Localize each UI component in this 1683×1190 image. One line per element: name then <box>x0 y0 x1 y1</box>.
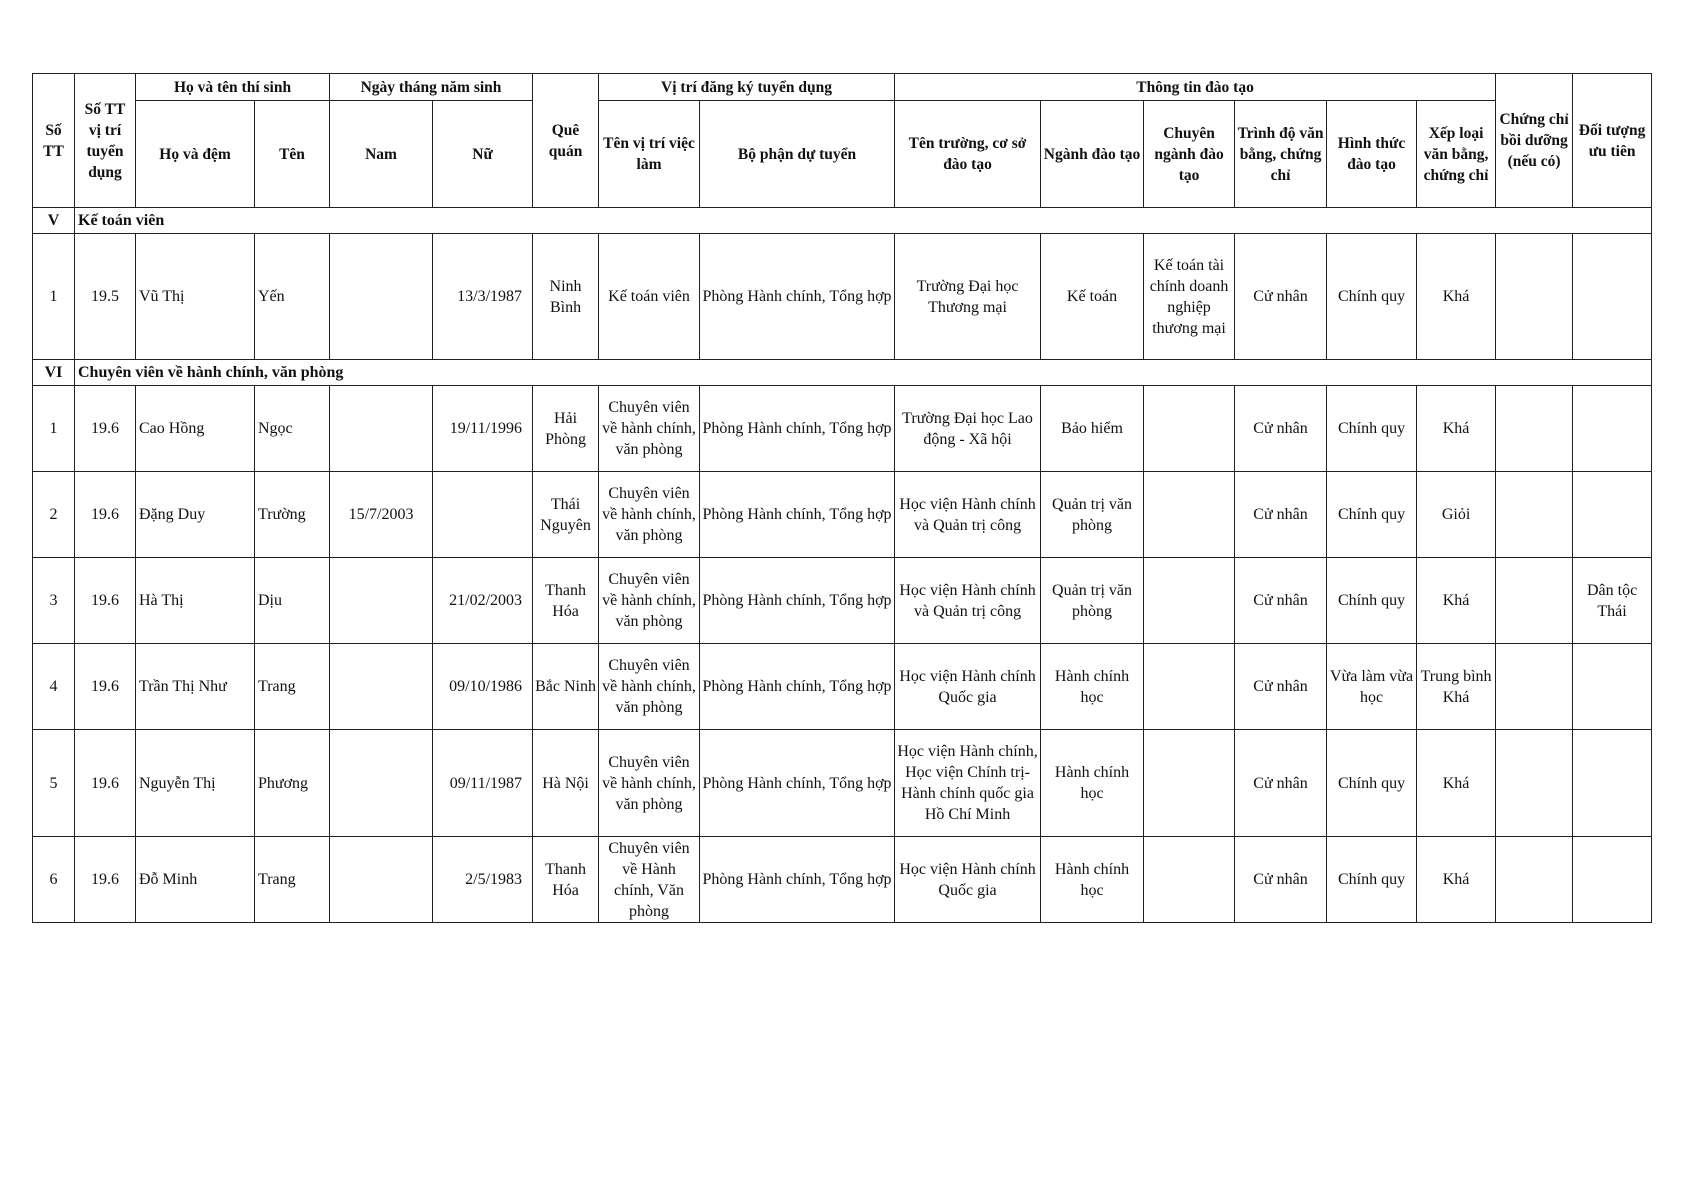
cell-ho-dem: Vũ Thị <box>136 234 255 360</box>
table-row <box>33 644 1652 730</box>
col-header-trinh-do: Trình độ văn bằng, chứng chỉ <box>1235 101 1327 208</box>
cell-ten: Trang <box>255 837 330 923</box>
cell-vitri: 19.6 <box>75 558 136 644</box>
section-code: V <box>33 208 75 234</box>
col-header-chung-chi: Chứng chỉ bồi dưỡng (nếu có) <box>1496 74 1573 208</box>
cell-bo-phan: Phòng Hành chính, Tổng hợp <box>700 386 895 472</box>
cell-ten-vi-tri: Chuyên viên về hành chính, văn phòng <box>599 644 700 730</box>
cell-nam <box>330 234 433 360</box>
table-row <box>33 234 1652 360</box>
cell-hinh-thuc: Chính quy <box>1327 730 1417 837</box>
cell-nganh: Quản trị văn phòng <box>1041 472 1144 558</box>
cell-nam <box>330 386 433 472</box>
cell-chuyen-nganh <box>1144 558 1235 644</box>
col-header-stt: Số TT <box>33 74 75 208</box>
cell-xep-loai: Khá <box>1417 386 1496 472</box>
cell-chung-chi <box>1496 234 1573 360</box>
cell-que: Hải Phòng <box>533 386 599 472</box>
cell-ten: Trang <box>255 644 330 730</box>
cell-que: Hà Nội <box>533 730 599 837</box>
cell-xep-loai: Khá <box>1417 837 1496 923</box>
cell-truong: Học viện Hành chính Quốc gia <box>895 644 1041 730</box>
cell-truong: Học viện Hành chính Quốc gia <box>895 837 1041 923</box>
cell-chung-chi <box>1496 730 1573 837</box>
cell-nganh: Hành chính học <box>1041 730 1144 837</box>
cell-doi-tuong <box>1573 472 1652 558</box>
cell-que: Thanh Hóa <box>533 558 599 644</box>
cell-ho-dem: Đỗ Minh <box>136 837 255 923</box>
col-header-nu: Nữ <box>433 101 533 208</box>
cell-trinh-do: Cử nhân <box>1235 644 1327 730</box>
cell-que: Bắc Ninh <box>533 644 599 730</box>
cell-nam <box>330 644 433 730</box>
cell-vitri: 19.5 <box>75 234 136 360</box>
col-header-nam: Nam <box>330 101 433 208</box>
cell-nam: 15/7/2003 <box>330 472 433 558</box>
col-header-xep-loai: Xếp loại văn bằng, chứng chỉ <box>1417 101 1496 208</box>
cell-bo-phan: Phòng Hành chính, Tổng hợp <box>700 234 895 360</box>
cell-truong: Học viện Hành chính và Quản trị công <box>895 472 1041 558</box>
cell-nu: 13/3/1987 <box>433 234 533 360</box>
cell-nganh: Hành chính học <box>1041 837 1144 923</box>
cell-ten: Phương <box>255 730 330 837</box>
cell-ten: Trường <box>255 472 330 558</box>
cell-hinh-thuc: Chính quy <box>1327 558 1417 644</box>
cell-doi-tuong <box>1573 644 1652 730</box>
table-row <box>33 730 1652 837</box>
col-header-ho-dem: Họ và đệm <box>136 101 255 208</box>
cell-ten-vi-tri: Chuyên viên về hành chính, văn phòng <box>599 386 700 472</box>
cell-vitri: 19.6 <box>75 644 136 730</box>
cell-truong: Học viện Hành chính, Học viện Chính trị-Hành chính quốc gia Hồ Chí Minh <box>895 730 1041 837</box>
cell-nam <box>330 558 433 644</box>
cell-nu <box>433 472 533 558</box>
cell-xep-loai: Khá <box>1417 730 1496 837</box>
cell-bo-phan: Phòng Hành chính, Tổng hợp <box>700 644 895 730</box>
candidate-table <box>32 73 1652 923</box>
cell-hinh-thuc: Chính quy <box>1327 386 1417 472</box>
section-row <box>33 360 1652 386</box>
section-title: Kế toán viên <box>75 208 1652 234</box>
cell-xep-loai: Giỏi <box>1417 472 1496 558</box>
cell-xep-loai: Khá <box>1417 558 1496 644</box>
col-header-truong: Tên trường, cơ sở đào tạo <box>895 101 1041 208</box>
cell-doi-tuong <box>1573 234 1652 360</box>
col-header-hinh-thuc: Hình thức đào tạo <box>1327 101 1417 208</box>
cell-ho-dem: Cao Hồng <box>136 386 255 472</box>
cell-stt: 1 <box>33 386 75 472</box>
cell-ho-dem: Đặng Duy <box>136 472 255 558</box>
cell-chung-chi <box>1496 558 1573 644</box>
cell-trinh-do: Cử nhân <box>1235 558 1327 644</box>
cell-truong: Trường Đại học Thương mại <box>895 234 1041 360</box>
cell-chuyen-nganh <box>1144 386 1235 472</box>
cell-nu: 21/02/2003 <box>433 558 533 644</box>
cell-truong: Trường Đại học Lao động - Xã hội <box>895 386 1041 472</box>
cell-ho-dem: Hà Thị <box>136 558 255 644</box>
cell-chung-chi <box>1496 472 1573 558</box>
cell-bo-phan: Phòng Hành chính, Tổng hợp <box>700 730 895 837</box>
cell-ten: Dịu <box>255 558 330 644</box>
col-group-dao-tao: Thông tin đào tạo <box>895 74 1496 101</box>
col-header-que-quan: Quê quán <box>533 74 599 208</box>
col-header-bo-phan: Bộ phận dự tuyển <box>700 101 895 208</box>
cell-stt: 2 <box>33 472 75 558</box>
col-header-chuyen-nganh: Chuyên ngành đào tạo <box>1144 101 1235 208</box>
cell-ho-dem: Nguyễn Thị <box>136 730 255 837</box>
cell-nu: 2/5/1983 <box>433 837 533 923</box>
cell-trinh-do: Cử nhân <box>1235 472 1327 558</box>
table-row <box>33 472 1652 558</box>
cell-nu: 19/11/1996 <box>433 386 533 472</box>
col-header-ten-vi-tri: Tên vị trí việc làm <box>599 101 700 208</box>
cell-ten-vi-tri: Kế toán viên <box>599 234 700 360</box>
cell-stt: 6 <box>33 837 75 923</box>
col-group-vi-tri: Vị trí đăng ký tuyển dụng <box>599 74 895 101</box>
cell-hinh-thuc: Chính quy <box>1327 837 1417 923</box>
cell-que: Thái Nguyên <box>533 472 599 558</box>
cell-que: Thanh Hóa <box>533 837 599 923</box>
cell-hinh-thuc: Chính quy <box>1327 472 1417 558</box>
cell-hinh-thuc: Vừa làm vừa học <box>1327 644 1417 730</box>
cell-doi-tuong: Dân tộc Thái <box>1573 558 1652 644</box>
cell-chung-chi <box>1496 644 1573 730</box>
section-title: Chuyên viên về hành chính, văn phòng <box>75 360 1652 386</box>
cell-bo-phan: Phòng Hành chính, Tổng hợp <box>700 472 895 558</box>
cell-stt: 5 <box>33 730 75 837</box>
cell-vitri: 19.6 <box>75 730 136 837</box>
cell-que: Ninh Bình <box>533 234 599 360</box>
cell-xep-loai: Trung bình Khá <box>1417 644 1496 730</box>
cell-nganh: Bảo hiểm <box>1041 386 1144 472</box>
cell-ten-vi-tri: Chuyên viên về Hành chính, Văn phòng <box>599 837 700 923</box>
cell-nu: 09/10/1986 <box>433 644 533 730</box>
cell-nu: 09/11/1987 <box>433 730 533 837</box>
cell-doi-tuong <box>1573 730 1652 837</box>
cell-trinh-do: Cử nhân <box>1235 234 1327 360</box>
cell-trinh-do: Cử nhân <box>1235 730 1327 837</box>
cell-bo-phan: Phòng Hành chính, Tổng hợp <box>700 837 895 923</box>
cell-chung-chi <box>1496 837 1573 923</box>
cell-xep-loai: Khá <box>1417 234 1496 360</box>
cell-vitri: 19.6 <box>75 472 136 558</box>
cell-truong: Học viện Hành chính và Quản trị công <box>895 558 1041 644</box>
table-body <box>33 208 1652 923</box>
table-row <box>33 558 1652 644</box>
cell-nganh: Kế toán <box>1041 234 1144 360</box>
section-row <box>33 208 1652 234</box>
table-row <box>33 837 1652 923</box>
col-header-doi-tuong: Đối tượng ưu tiên <box>1573 74 1652 208</box>
cell-trinh-do: Cử nhân <box>1235 837 1327 923</box>
cell-ho-dem: Trần Thị Như <box>136 644 255 730</box>
col-header-ten: Tên <box>255 101 330 208</box>
cell-stt: 3 <box>33 558 75 644</box>
cell-chuyen-nganh: Kế toán tài chính doanh nghiệp thương mại <box>1144 234 1235 360</box>
cell-nam <box>330 730 433 837</box>
cell-nganh: Quản trị văn phòng <box>1041 558 1144 644</box>
cell-hinh-thuc: Chính quy <box>1327 234 1417 360</box>
cell-trinh-do: Cử nhân <box>1235 386 1327 472</box>
cell-chuyen-nganh <box>1144 837 1235 923</box>
cell-chung-chi <box>1496 386 1573 472</box>
cell-vitri: 19.6 <box>75 837 136 923</box>
cell-chuyen-nganh <box>1144 644 1235 730</box>
col-group-ho-ten: Họ và tên thí sinh <box>136 74 330 101</box>
section-code: VI <box>33 360 75 386</box>
cell-ten-vi-tri: Chuyên viên về hành chính, văn phòng <box>599 558 700 644</box>
table-row <box>33 386 1652 472</box>
cell-nganh: Hành chính học <box>1041 644 1144 730</box>
col-header-stt-vitri: Số TT vị trí tuyển dụng <box>75 74 136 208</box>
cell-doi-tuong <box>1573 386 1652 472</box>
cell-ten-vi-tri: Chuyên viên về hành chính, văn phòng <box>599 472 700 558</box>
cell-ten-vi-tri: Chuyên viên về hành chính, văn phòng <box>599 730 700 837</box>
cell-ten: Yến <box>255 234 330 360</box>
cell-nam <box>330 837 433 923</box>
cell-chuyen-nganh <box>1144 472 1235 558</box>
cell-stt: 4 <box>33 644 75 730</box>
cell-stt: 1 <box>33 234 75 360</box>
cell-bo-phan: Phòng Hành chính, Tổng hợp <box>700 558 895 644</box>
col-header-nganh: Ngành đào tạo <box>1041 101 1144 208</box>
cell-chuyen-nganh <box>1144 730 1235 837</box>
cell-doi-tuong <box>1573 837 1652 923</box>
cell-ten: Ngọc <box>255 386 330 472</box>
col-group-ngay-sinh: Ngày tháng năm sinh <box>330 74 533 101</box>
cell-vitri: 19.6 <box>75 386 136 472</box>
